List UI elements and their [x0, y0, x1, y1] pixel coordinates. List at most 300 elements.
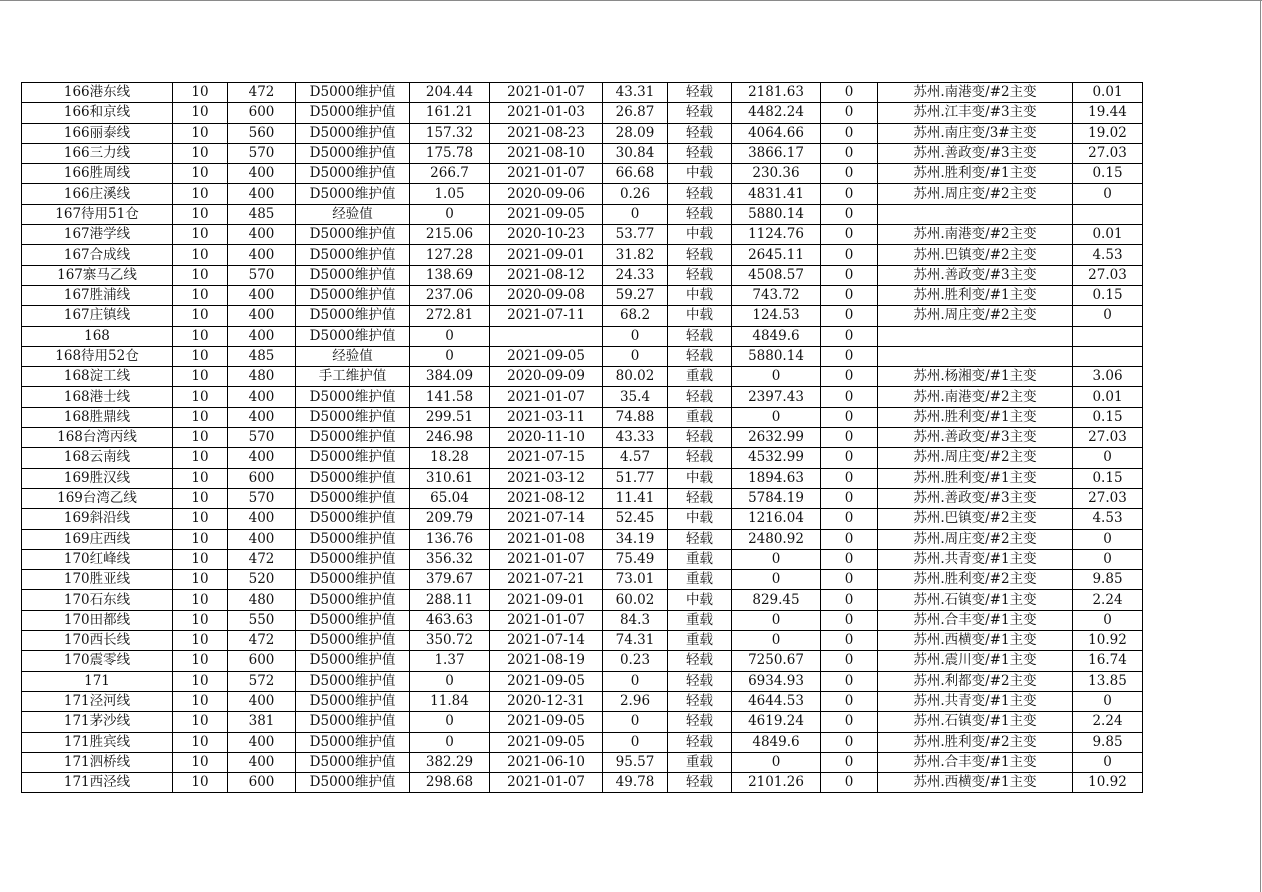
- flag-cell: 0: [821, 752, 878, 772]
- load-status-cell: 轻载: [668, 103, 732, 123]
- rating-cell: 472: [228, 631, 296, 651]
- substation-cell: 苏州.共青变/#1主变: [878, 691, 1073, 711]
- load-status-cell: 轻载: [668, 184, 732, 204]
- voltage-cell: 10: [173, 103, 228, 123]
- load-status-cell: 轻载: [668, 448, 732, 468]
- load-status-cell: 中载: [668, 590, 732, 610]
- margin-cell: 230.36: [732, 164, 821, 184]
- substation-cell: 苏州.共青变/#1主变: [878, 549, 1073, 569]
- substation-cell: 苏州.西横变/#1主变: [878, 631, 1073, 651]
- table-row: [22, 752, 1143, 772]
- load-rate-cell: 74.31: [603, 631, 668, 651]
- flag-cell: 0: [821, 590, 878, 610]
- substation-cell: 苏州.善政变/#3主变: [878, 265, 1073, 285]
- value-cell: 9.85: [1073, 732, 1143, 752]
- margin-cell: 124.53: [732, 306, 821, 326]
- flag-cell: 0: [821, 712, 878, 732]
- substation-cell: 苏州.胜利变/#1主变: [878, 285, 1073, 305]
- flag-cell: 0: [821, 732, 878, 752]
- current-cell: 299.51: [410, 407, 490, 427]
- value-cell: 19.44: [1073, 103, 1143, 123]
- date-cell: 2021-06-10: [490, 752, 603, 772]
- rating-cell: 560: [228, 123, 296, 143]
- rating-cell: 570: [228, 428, 296, 448]
- source-cell: D5000维护值: [296, 610, 410, 630]
- date-cell: 2021-08-12: [490, 265, 603, 285]
- voltage-cell: 10: [173, 488, 228, 508]
- value-cell: 0.01: [1073, 225, 1143, 245]
- line-name-cell: 170石东线: [22, 590, 173, 610]
- table-row: [22, 387, 1143, 407]
- substation-cell: 苏州.南庄变/3#主变: [878, 123, 1073, 143]
- source-cell: D5000维护值: [296, 509, 410, 529]
- substation-cell: 苏州.胜利变/#2主变: [878, 570, 1073, 590]
- value-cell: 0: [1073, 549, 1143, 569]
- line-name-cell: 171泗桥线: [22, 752, 173, 772]
- source-cell: D5000维护值: [296, 590, 410, 610]
- voltage-cell: 10: [173, 326, 228, 346]
- table-row: [22, 570, 1143, 590]
- margin-cell: 1894.63: [732, 468, 821, 488]
- rating-cell: 550: [228, 610, 296, 630]
- load-status-cell: 轻载: [668, 428, 732, 448]
- table-row: [22, 204, 1143, 224]
- line-name-cell: 171: [22, 671, 173, 691]
- date-cell: 2021-09-01: [490, 245, 603, 265]
- voltage-cell: 10: [173, 428, 228, 448]
- table-row: [22, 428, 1143, 448]
- margin-cell: 0: [732, 570, 821, 590]
- date-cell: 2021-01-08: [490, 529, 603, 549]
- substation-cell: 苏州.胜利变/#1主变: [878, 468, 1073, 488]
- load-rate-cell: 0: [603, 326, 668, 346]
- substation-cell: 苏州.利都变/#2主变: [878, 671, 1073, 691]
- current-cell: 161.21: [410, 103, 490, 123]
- margin-cell: 0: [732, 752, 821, 772]
- table-row: [22, 346, 1143, 366]
- flag-cell: 0: [821, 651, 878, 671]
- line-name-cell: 167胜浦线: [22, 285, 173, 305]
- substation-cell: 苏州.合丰变/#1主变: [878, 610, 1073, 630]
- load-rate-cell: 28.09: [603, 123, 668, 143]
- load-rate-cell: 26.87: [603, 103, 668, 123]
- load-status-cell: 轻载: [668, 143, 732, 163]
- current-cell: 138.69: [410, 265, 490, 285]
- flag-cell: 0: [821, 123, 878, 143]
- load-status-cell: 轻载: [668, 529, 732, 549]
- current-cell: 65.04: [410, 488, 490, 508]
- table-row: [22, 448, 1143, 468]
- table-row: [22, 407, 1143, 427]
- value-cell: 27.03: [1073, 143, 1143, 163]
- date-cell: 2020-11-10: [490, 428, 603, 448]
- source-cell: D5000维护值: [296, 123, 410, 143]
- load-rate-cell: 0.23: [603, 651, 668, 671]
- flag-cell: 0: [821, 285, 878, 305]
- flag-cell: 0: [821, 468, 878, 488]
- margin-cell: 2181.63: [732, 83, 821, 103]
- source-cell: D5000维护值: [296, 631, 410, 651]
- substation-cell: 苏州.西横变/#1主变: [878, 773, 1073, 793]
- source-cell: D5000维护值: [296, 306, 410, 326]
- table-row: [22, 529, 1143, 549]
- rating-cell: 485: [228, 346, 296, 366]
- load-rate-cell: 80.02: [603, 367, 668, 387]
- load-rate-cell: 0: [603, 204, 668, 224]
- voltage-cell: 10: [173, 367, 228, 387]
- current-cell: 298.68: [410, 773, 490, 793]
- value-cell: 2.24: [1073, 590, 1143, 610]
- substation-cell: 苏州.巴镇变/#2主变: [878, 509, 1073, 529]
- table-row: [22, 326, 1143, 346]
- current-cell: 463.63: [410, 610, 490, 630]
- table-row: [22, 367, 1143, 387]
- substation-cell: 苏州.胜利变/#1主变: [878, 407, 1073, 427]
- value-cell: 9.85: [1073, 570, 1143, 590]
- value-cell: 4.53: [1073, 509, 1143, 529]
- voltage-cell: 10: [173, 631, 228, 651]
- voltage-cell: 10: [173, 549, 228, 569]
- margin-cell: 2480.92: [732, 529, 821, 549]
- voltage-cell: 10: [173, 671, 228, 691]
- load-rate-cell: 31.82: [603, 245, 668, 265]
- source-cell: D5000维护值: [296, 83, 410, 103]
- source-cell: D5000维护值: [296, 549, 410, 569]
- line-name-cell: 170西长线: [22, 631, 173, 651]
- voltage-cell: 10: [173, 346, 228, 366]
- current-cell: 1.37: [410, 651, 490, 671]
- substation-cell: 苏州.南港变/#2主变: [878, 387, 1073, 407]
- substation-cell: 苏州.周庄变/#2主变: [878, 448, 1073, 468]
- value-cell: [1073, 326, 1143, 346]
- load-status-cell: 轻载: [668, 123, 732, 143]
- load-status-cell: 轻载: [668, 712, 732, 732]
- margin-cell: 4849.6: [732, 732, 821, 752]
- margin-cell: 0: [732, 407, 821, 427]
- rating-cell: 400: [228, 407, 296, 427]
- load-status-cell: 轻载: [668, 773, 732, 793]
- load-rate-cell: 53.77: [603, 225, 668, 245]
- current-cell: 204.44: [410, 83, 490, 103]
- current-cell: 0: [410, 204, 490, 224]
- rating-cell: 600: [228, 773, 296, 793]
- load-status-cell: 重载: [668, 570, 732, 590]
- source-cell: D5000维护值: [296, 428, 410, 448]
- source-cell: D5000维护值: [296, 164, 410, 184]
- load-rate-cell: 0.26: [603, 184, 668, 204]
- current-cell: 384.09: [410, 367, 490, 387]
- line-name-cell: 168待用52仓: [22, 346, 173, 366]
- flag-cell: 0: [821, 773, 878, 793]
- date-cell: 2021-01-07: [490, 387, 603, 407]
- load-rate-cell: 4.57: [603, 448, 668, 468]
- line-name-cell: 170田都线: [22, 610, 173, 630]
- load-status-cell: 重载: [668, 367, 732, 387]
- load-rate-cell: 35.4: [603, 387, 668, 407]
- date-cell: 2021-07-21: [490, 570, 603, 590]
- value-cell: 0: [1073, 610, 1143, 630]
- load-rate-cell: 84.3: [603, 610, 668, 630]
- rating-cell: 400: [228, 326, 296, 346]
- current-cell: 136.76: [410, 529, 490, 549]
- current-cell: 175.78: [410, 143, 490, 163]
- load-status-cell: 轻载: [668, 245, 732, 265]
- margin-cell: 5880.14: [732, 346, 821, 366]
- margin-cell: 1124.76: [732, 225, 821, 245]
- voltage-cell: 10: [173, 691, 228, 711]
- load-rate-cell: 59.27: [603, 285, 668, 305]
- current-cell: 215.06: [410, 225, 490, 245]
- current-cell: 266.7: [410, 164, 490, 184]
- value-cell: 0.01: [1073, 83, 1143, 103]
- source-cell: D5000维护值: [296, 407, 410, 427]
- value-cell: 10.92: [1073, 773, 1143, 793]
- source-cell: D5000维护值: [296, 468, 410, 488]
- line-name-cell: 166和京线: [22, 103, 173, 123]
- flag-cell: 0: [821, 407, 878, 427]
- current-cell: 382.29: [410, 752, 490, 772]
- margin-cell: 0: [732, 631, 821, 651]
- current-cell: 0: [410, 732, 490, 752]
- current-cell: 350.72: [410, 631, 490, 651]
- source-cell: D5000维护值: [296, 529, 410, 549]
- margin-cell: 3866.17: [732, 143, 821, 163]
- value-cell: 0.15: [1073, 468, 1143, 488]
- load-rate-cell: 0: [603, 732, 668, 752]
- value-cell: 0.01: [1073, 387, 1143, 407]
- value-cell: 27.03: [1073, 488, 1143, 508]
- line-name-cell: 171茅沙线: [22, 712, 173, 732]
- flag-cell: 0: [821, 387, 878, 407]
- line-name-cell: 167待用51仓: [22, 204, 173, 224]
- table-row: [22, 773, 1143, 793]
- table-row: [22, 671, 1143, 691]
- flag-cell: 0: [821, 509, 878, 529]
- line-name-cell: 169庄西线: [22, 529, 173, 549]
- date-cell: 2021-07-15: [490, 448, 603, 468]
- load-status-cell: 轻载: [668, 326, 732, 346]
- table-row: [22, 590, 1143, 610]
- flag-cell: 0: [821, 610, 878, 630]
- date-cell: 2020-12-31: [490, 691, 603, 711]
- substation-cell: 苏州.南港变/#2主变: [878, 83, 1073, 103]
- load-status-cell: 中载: [668, 306, 732, 326]
- date-cell: 2021-01-07: [490, 549, 603, 569]
- substation-cell: 苏州.胜利变/#2主变: [878, 732, 1073, 752]
- margin-cell: 829.45: [732, 590, 821, 610]
- table-row: [22, 712, 1143, 732]
- substation-cell: 苏州.南港变/#2主变: [878, 225, 1073, 245]
- margin-cell: 4619.24: [732, 712, 821, 732]
- rating-cell: 600: [228, 651, 296, 671]
- table-row: [22, 265, 1143, 285]
- load-status-cell: 轻载: [668, 265, 732, 285]
- rating-cell: 480: [228, 367, 296, 387]
- substation-cell: [878, 204, 1073, 224]
- margin-cell: 4644.53: [732, 691, 821, 711]
- voltage-cell: 10: [173, 509, 228, 529]
- current-cell: 310.61: [410, 468, 490, 488]
- table-row: [22, 631, 1143, 651]
- date-cell: 2021-09-05: [490, 346, 603, 366]
- table-row: [22, 610, 1143, 630]
- source-cell: D5000维护值: [296, 488, 410, 508]
- load-status-cell: 轻载: [668, 83, 732, 103]
- voltage-cell: 10: [173, 610, 228, 630]
- voltage-cell: 10: [173, 712, 228, 732]
- line-name-cell: 170震零线: [22, 651, 173, 671]
- flag-cell: 0: [821, 448, 878, 468]
- substation-cell: 苏州.周庄变/#2主变: [878, 529, 1073, 549]
- current-cell: 157.32: [410, 123, 490, 143]
- table-body: [22, 83, 1143, 793]
- date-cell: 2021-09-05: [490, 732, 603, 752]
- voltage-cell: 10: [173, 448, 228, 468]
- rating-cell: 570: [228, 265, 296, 285]
- source-cell: D5000维护值: [296, 285, 410, 305]
- voltage-cell: 10: [173, 732, 228, 752]
- line-name-cell: 169台湾乙线: [22, 488, 173, 508]
- flag-cell: 0: [821, 549, 878, 569]
- load-rate-cell: 43.31: [603, 83, 668, 103]
- voltage-cell: 10: [173, 529, 228, 549]
- value-cell: 13.85: [1073, 671, 1143, 691]
- rating-cell: 600: [228, 468, 296, 488]
- line-name-cell: 171胜宾线: [22, 732, 173, 752]
- margin-cell: 5880.14: [732, 204, 821, 224]
- margin-cell: 4831.41: [732, 184, 821, 204]
- margin-cell: 4482.24: [732, 103, 821, 123]
- source-cell: D5000维护值: [296, 691, 410, 711]
- rating-cell: 400: [228, 306, 296, 326]
- date-cell: 2021-07-14: [490, 631, 603, 651]
- source-cell: 经验值: [296, 346, 410, 366]
- date-cell: 2021-08-19: [490, 651, 603, 671]
- load-rate-cell: 52.45: [603, 509, 668, 529]
- date-cell: 2021-09-05: [490, 712, 603, 732]
- margin-cell: 4849.6: [732, 326, 821, 346]
- table-row: [22, 509, 1143, 529]
- load-status-cell: 轻载: [668, 671, 732, 691]
- source-cell: D5000维护值: [296, 651, 410, 671]
- current-cell: 379.67: [410, 570, 490, 590]
- date-cell: 2020-09-09: [490, 367, 603, 387]
- load-rate-cell: 43.33: [603, 428, 668, 448]
- current-cell: 141.58: [410, 387, 490, 407]
- current-cell: 209.79: [410, 509, 490, 529]
- source-cell: D5000维护值: [296, 225, 410, 245]
- table-row: [22, 245, 1143, 265]
- load-rate-cell: 68.2: [603, 306, 668, 326]
- flag-cell: 0: [821, 326, 878, 346]
- load-status-cell: 轻载: [668, 691, 732, 711]
- margin-cell: 0: [732, 367, 821, 387]
- source-cell: D5000维护值: [296, 387, 410, 407]
- source-cell: D5000维护值: [296, 184, 410, 204]
- current-cell: 237.06: [410, 285, 490, 305]
- table-row: [22, 549, 1143, 569]
- flag-cell: 0: [821, 143, 878, 163]
- source-cell: D5000维护值: [296, 752, 410, 772]
- value-cell: 0: [1073, 529, 1143, 549]
- load-rate-cell: 60.02: [603, 590, 668, 610]
- rating-cell: 400: [228, 752, 296, 772]
- table-row: [22, 83, 1143, 103]
- voltage-cell: 10: [173, 651, 228, 671]
- margin-cell: 0: [732, 549, 821, 569]
- flag-cell: 0: [821, 488, 878, 508]
- substation-cell: 苏州.胜利变/#1主变: [878, 164, 1073, 184]
- line-name-cell: 171泾河线: [22, 691, 173, 711]
- rating-cell: 480: [228, 590, 296, 610]
- date-cell: 2021-07-14: [490, 509, 603, 529]
- value-cell: 27.03: [1073, 265, 1143, 285]
- source-cell: D5000维护值: [296, 448, 410, 468]
- margin-cell: 7250.67: [732, 651, 821, 671]
- source-cell: D5000维护值: [296, 732, 410, 752]
- line-name-cell: 166丽泰线: [22, 123, 173, 143]
- table-row: [22, 488, 1143, 508]
- load-status-cell: 轻载: [668, 346, 732, 366]
- line-name-cell: 166港东线: [22, 83, 173, 103]
- flag-cell: 0: [821, 164, 878, 184]
- date-cell: 2021-08-12: [490, 488, 603, 508]
- load-status-cell: 重载: [668, 610, 732, 630]
- rating-cell: 570: [228, 143, 296, 163]
- flag-cell: 0: [821, 245, 878, 265]
- voltage-cell: 10: [173, 225, 228, 245]
- flag-cell: 0: [821, 428, 878, 448]
- load-rate-cell: 11.41: [603, 488, 668, 508]
- current-cell: 0: [410, 671, 490, 691]
- flag-cell: 0: [821, 83, 878, 103]
- date-cell: 2021-09-05: [490, 671, 603, 691]
- voltage-cell: 10: [173, 306, 228, 326]
- line-name-cell: 167合成线: [22, 245, 173, 265]
- load-rate-cell: 0: [603, 712, 668, 732]
- line-name-cell: 166胜周线: [22, 164, 173, 184]
- flag-cell: 0: [821, 346, 878, 366]
- voltage-cell: 10: [173, 265, 228, 285]
- load-rate-cell: 49.78: [603, 773, 668, 793]
- flag-cell: 0: [821, 570, 878, 590]
- value-cell: 19.02: [1073, 123, 1143, 143]
- flag-cell: 0: [821, 103, 878, 123]
- data-table: [21, 82, 1143, 793]
- value-cell: 0: [1073, 184, 1143, 204]
- line-name-cell: 168: [22, 326, 173, 346]
- table-row: [22, 285, 1143, 305]
- page-right-border: [1260, 0, 1261, 892]
- date-cell: 2020-09-06: [490, 184, 603, 204]
- line-name-cell: 170胜亚线: [22, 570, 173, 590]
- margin-cell: 4508.57: [732, 265, 821, 285]
- current-cell: 272.81: [410, 306, 490, 326]
- margin-cell: 2397.43: [732, 387, 821, 407]
- line-name-cell: 169斜沿线: [22, 509, 173, 529]
- date-cell: 2021-03-11: [490, 407, 603, 427]
- load-rate-cell: 0: [603, 346, 668, 366]
- margin-cell: 5784.19: [732, 488, 821, 508]
- date-cell: 2021-08-10: [490, 143, 603, 163]
- voltage-cell: 10: [173, 752, 228, 772]
- line-name-cell: 168台湾丙线: [22, 428, 173, 448]
- date-cell: 2021-01-07: [490, 773, 603, 793]
- voltage-cell: 10: [173, 285, 228, 305]
- current-cell: 0: [410, 326, 490, 346]
- source-cell: D5000维护值: [296, 103, 410, 123]
- rating-cell: 572: [228, 671, 296, 691]
